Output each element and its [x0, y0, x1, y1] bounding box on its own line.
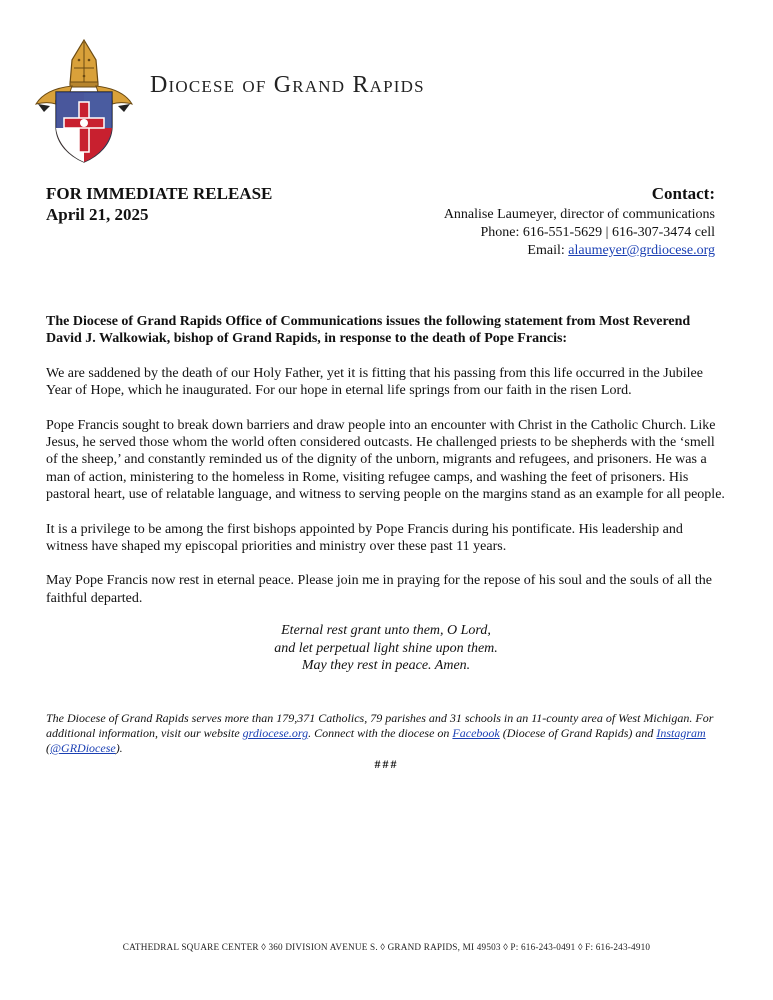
contact-email-label: Email:	[527, 243, 569, 258]
prayer-line: and let perpetual light shine upon them.	[274, 640, 498, 656]
contact-title: Contact:	[651, 184, 715, 203]
contact-email-link[interactable]: alaumeyer@grdiocese.org	[568, 243, 715, 258]
statement-body	[46, 313, 726, 690]
contact-email-line	[444, 242, 715, 260]
instagram-link[interactable]: Instagram	[656, 726, 706, 740]
statement-intro: The Diocese of Grand Rapids Office of Communications issues the following statement from Most Reverend David J. Walkowiak, bishop of Grand Rapids, in response to the death of Pope Francis:	[46, 314, 691, 347]
statement-paragraph: It is a privilege to be among the first bishops appointed by Pope Francis during his pontificate. His leadership and witness have shaped my episcopal priorities and ministry over these past 11 years.	[46, 521, 683, 555]
footer-address: CATHEDRAL SQUARE CENTER ◊ 360 DIVISION AVENUE S. ◊ GRAND RAPIDS, MI 49503 ◊ P: 616-243-0491 ◊ F: 616-243-4910	[122, 942, 651, 952]
website-link[interactable]: grdiocese.org	[242, 726, 309, 740]
release-block	[46, 183, 272, 225]
statement-paragraph: Pope Francis sought to break down barriers and draw people into an encounter with Christ in the Catholic Church. Like Jesus, he served those whom the world often considered outcasts. He challenged priests to be shepherds with the ‘smell of the sheep,’ and constantly reminded us of the dignity of the unborn, migrants and refugees, and prisoners. He was a man of action, ministering to the homeless in Rome, visiting refugee camps, and washing the feet of prisoners. His pastoral heart, use of relatable language, and witness to serving people on the margins stand as an example for all people.	[46, 417, 725, 503]
instagram-handle-link[interactable]: @GRDiocese	[50, 741, 116, 755]
contact-name: Annalise Laumeyer, director of communications	[443, 207, 715, 222]
contact-phone: Phone: 616-551-5629 | 616-307-3474 cell	[480, 225, 715, 240]
contact-block	[444, 183, 715, 260]
about-text: (	[46, 741, 50, 755]
statement-paragraph: May Pope Francis now rest in eternal peace. Please join me in praying for the repose of his soul and the souls of all the faithful departed.	[46, 573, 712, 606]
organization-name: Diocese of Grand Rapids	[150, 72, 425, 98]
about-diocese	[46, 711, 726, 756]
end-mark: ###	[374, 757, 399, 771]
about-text: . Connect with the diocese on	[308, 726, 453, 740]
diocese-coat-of-arms-icon	[34, 38, 134, 164]
prayer-line: Eternal rest grant unto them, O Lord,	[281, 623, 491, 639]
about-text: ).	[115, 741, 123, 755]
statement-paragraph: We are saddened by the death of our Holy Father, yet it is fitting that his passing from this life occurred in the Jubilee Year of Hope, which he inaugurated. For our hope in eternal life springs from our faith in the risen Lord.	[46, 365, 703, 399]
release-date: April 21, 2025	[46, 205, 149, 224]
prayer-verse	[46, 622, 726, 674]
facebook-link[interactable]: Facebook	[452, 726, 500, 740]
about-text: (Diocese of Grand Rapids) and	[499, 726, 657, 740]
about-text: The Diocese of Grand Rapids serves more than 179,371 Catholics, 79 parishes and 31 schools in an 11-county area of West Michigan. For additional information, visit our website	[46, 711, 714, 740]
release-label: FOR IMMEDIATE RELEASE	[46, 184, 273, 203]
prayer-line: May they rest in peace. Amen.	[301, 658, 471, 674]
